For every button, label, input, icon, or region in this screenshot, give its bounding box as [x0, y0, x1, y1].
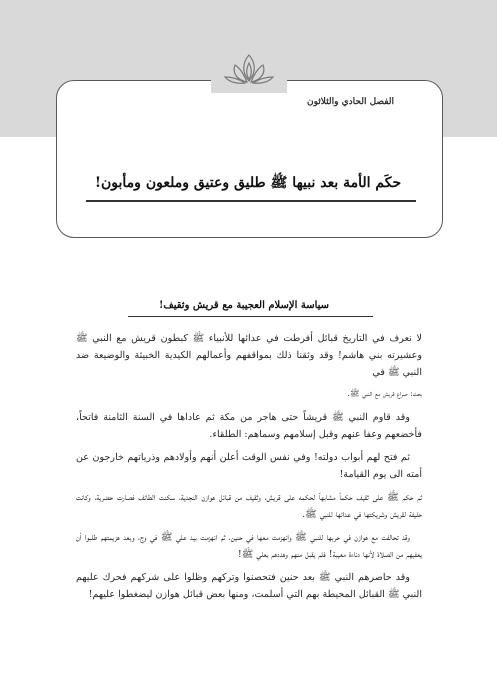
- paragraph: ثم فتح لهم أبواب دولته! وفي نفس الوقت أعلن أنهم وأولادهم وذرياتهم خارجون عن أمته الى يوم القيامة!: [76, 452, 422, 480]
- title-underline: [86, 200, 416, 202]
- section-heading: سياسة الإسلام العجيبة مع قريش وثقيف!: [158, 300, 330, 311]
- paragraph: وقد حاصرهم النبي ﷺ بعد حنين فتحصنوا وتركهم وظلوا على شركهم فحرك عليهم النبي ﷺ القبائل المحيطة بهم التي أسلمت، ومنها بعض قبائل هوازن ليضغطوا عليهم!: [76, 572, 422, 600]
- paragraph: وقد قاوم النبي ﷺ قريشاً حتى هاجر من مكة ثم عاداها في السنة الثامنة فاتحاً، فأخضعهم وعفا عنهم وقبل إسلامهم وسماهم: الطلقاء.: [76, 412, 422, 440]
- paragraph: وقد تحالفت مع هوازن في حربها للنبي ﷺ وانهزمت معها في حنين، ثم انهزمت بيد علي ﷺ في وج، وبعد هزيمتهم طلبوا أن يعفيهم من الصلاة لأنها دناءة معيبة! فلم يقبل منهم وهددهم بعلي ﷺ!: [76, 532, 422, 560]
- paragraph: لا نعرف في التاريخ قبائل أفرطت في عدائها للأنبياء ﷺ كبطون قريش مع النبي ﷺ وعشيرته بني هاشم! وقد وثقنا ذلك بمواقفهم وأعمالهم الكيدية الخبيثة والوضيعة ضد النبي ﷺ في: [76, 333, 422, 378]
- chapter-title: حكَم الأمة بعد نبيها ﷺ طليق وعتيق وملعون ومأبون!: [94, 175, 402, 191]
- section-underline: [128, 316, 373, 317]
- lotus-ornament-icon: [211, 49, 287, 93]
- paragraph: ثم حكم ﷺ على ثقيف حكماً مشابهاً لحكمه على قريش، وثقيف من قبائل هوازن النجدية، سكنت الطائف فصارت حضرية، وكانت حليفة لقريش وشريكتها في عدائها للنبي ﷺ.: [76, 492, 422, 520]
- chapter-number-label: الفصل الحادي والثلاثون: [307, 97, 394, 107]
- body-text: [76, 330, 422, 609]
- reference-note: بحث: صراع قريش مع النبي ﷺ.: [347, 389, 422, 398]
